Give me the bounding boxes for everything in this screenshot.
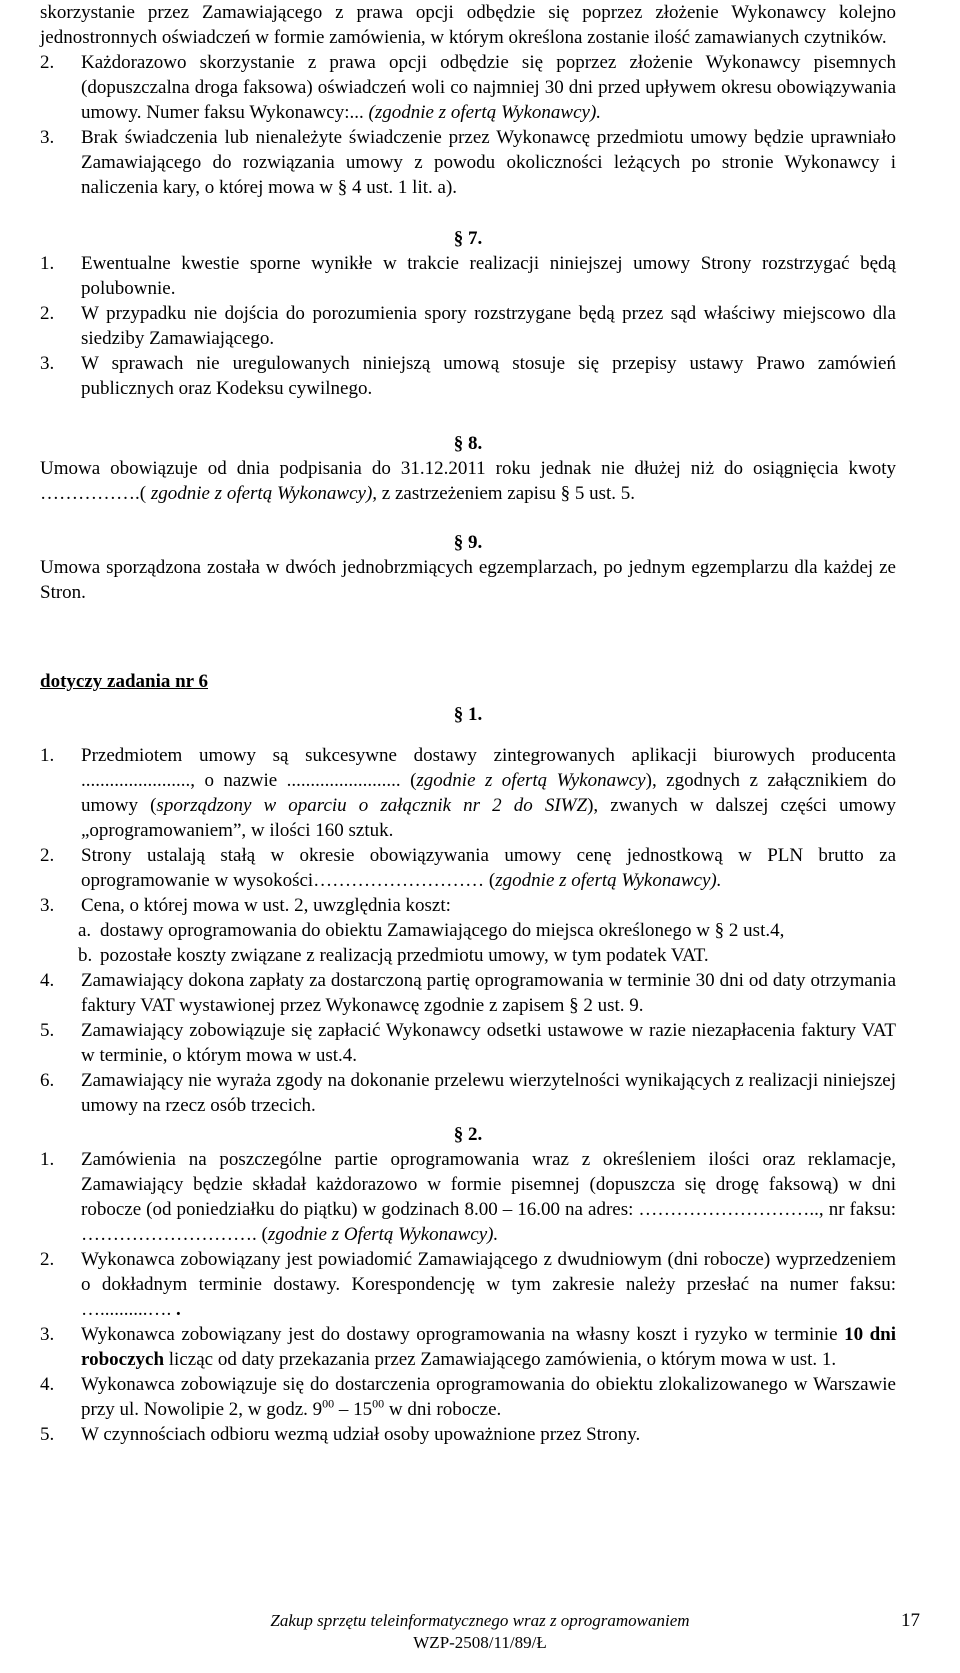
sub-item [40, 918, 896, 943]
section-heading: § 8. [453, 433, 483, 454]
section-heading: § 7. [453, 228, 483, 249]
item-text: Każdorazowo skorzystanie z prawa opcji odbędzie się poprzez złożenie Wykonawcy pisemnych (dopuszczalna droga faksowa) oświadczeń woli co najmniej 30 dni przed upływem okresu obowiązywania umowy. Numer faksu Wykonawcy:... [81, 52, 896, 123]
page-number: 17 [901, 1610, 920, 1631]
sub-item-letter: a. [78, 920, 92, 941]
page-footer [0, 1610, 960, 1654]
item-number: 2. [40, 52, 55, 73]
list-item: 5. Zamawiający zobowiązuje się zapłacić Wykonawcy odsetki ustawowe w razie niezapłacenia faktury VAT w terminie, o którym mowa w ust.4. [40, 1020, 896, 1066]
footer-title: Zakup sprzętu teleinformatycznego wraz z oprogramowaniem [270, 1611, 690, 1630]
item-number: 3. [40, 353, 55, 374]
item-text: Brak świadczenia lub nienależyte świadczenie przez Wykonawcę przedmiotu umowy będzie uprawniało Zamawiającego do rozwiązania umowy z powodu okoliczności leżących po stronie Wykonawcy i naliczenia kary, o której mowa w § 4 ust. 1 lit. a). [81, 127, 896, 198]
item-text: Ewentualne kwestie sporne wynikłe w trakcie realizacji niniejszej umowy Strony rozstrzygać będą polubownie. [81, 253, 896, 299]
list-item [40, 125, 896, 200]
item-number: 4. [40, 1374, 55, 1395]
list-item: 1. Przedmiotem umowy są sukcesywne dostawy zintegrowanych aplikacji biurowych producenta ......................., o nazwie ........................ (zgodnie z ofertą Wykonawcy), zgodnych z załącznikiem do umowy (sporządzony w oparciu o załącznik nr 2 do SIWZ), zwanych w dalszej części umowy „oprogramowaniem”, w ilości 160 sztuk. [40, 745, 896, 841]
list-item [40, 351, 896, 401]
item-number: 1. [40, 1149, 55, 1170]
list-item: 2. Strony ustalają stałą w okresie obowiązywania umowy cenę jednostkową w PLN brutto za oprogramowanie w wysokości……………………… (zgodnie z ofertą Wykonawcy). [40, 845, 896, 891]
item-number: 1. [40, 253, 55, 274]
sub-item [40, 943, 896, 968]
section-paragraph: Umowa sporządzona została w dwóch jednobrzmiących egzemplarzach, po jednym egzemplarzu dla każdej ze Stron. [40, 557, 896, 603]
item-number: 3. [40, 127, 55, 148]
footer-reference: WZP-2508/11/89/Ł [413, 1633, 547, 1652]
item-number: 4. [40, 970, 55, 991]
item-number: 5. [40, 1020, 55, 1041]
list-item: 4. Zamawiający dokona zapłaty za dostarczoną partię oprogramowania w terminie 30 dni od daty otrzymania faktury VAT wystawionej przez Wykonawcę zgodnie z zapisem § 2 ust. 9. [40, 970, 896, 1016]
document-page [40, 0, 896, 1447]
sub-item-text: dostawy oprogramowania do obiektu Zamawiającego do miejsca określonego w § 2 ust.4, [100, 920, 785, 941]
list-item: 5. W czynnościach odbioru wezmą udział osoby upoważnione przez Strony. [40, 1424, 641, 1445]
item-italic: (zgodnie z ofertą Wykonawcy). [368, 102, 602, 123]
list-item [40, 50, 896, 125]
section-heading: § 1. [453, 704, 483, 725]
section-paragraph: Umowa obowiązuje od dnia podpisania do 31.12.2011 roku jednak nie dłużej niż do osiągnięcia kwoty …………….( zgodnie z ofertą Wykonawcy), z zastrzeżeniem zapisu § 5 ust. 5. [40, 458, 896, 504]
list-item: 4. Wykonawca zobowiązuje się do dostarczenia oprogramowania do obiektu zlokalizowanego w Warszawie przy ul. Nowolipie 2, w godz. $9^{00} - 15^{00}$ w dni robocze. [40, 1374, 896, 1420]
item-number: 2. [40, 845, 55, 866]
item-number: 2. [40, 1249, 55, 1270]
list-item [40, 301, 896, 351]
sub-item-letter: b. [78, 945, 93, 966]
section-heading: § 2. [453, 1124, 483, 1145]
list-item: 6. Zamawiający nie wyraża zgody na dokonanie przelewu wierzytelności wynikających z realizacji niniejszej umowy na rzecz osób trzecich. [40, 1070, 896, 1116]
item-number: 2. [40, 303, 55, 324]
list-item: 3. Cena, o której mowa w ust. 2, uwzględnia koszt: [40, 895, 451, 916]
list-item: 3. Wykonawca zobowiązany jest do dostawy oprogramowania na własny koszt i ryzyko w terminie 10 dni roboczych licząc od daty przekazania przez Zamawiającego zamówienia, o którym mowa w ust. 1. [40, 1324, 896, 1370]
lead-paragraph: skorzystanie przez Zamawiającego z prawa opcji odbędzie się poprzez złożenie Wykonawcy kolejno jednostronnych oświadczeń w formie zamówienia, w którym określona zostanie ilość zamawianych czytników. [40, 2, 896, 48]
item-number: 3. [40, 1324, 55, 1345]
item-number: 5. [40, 1424, 55, 1445]
sub-item-text: pozostałe koszty związane z realizacją przedmiotu umowy, w tym podatek VAT. [100, 945, 709, 966]
item-number: 6. [40, 1070, 55, 1091]
item-number: 3. [40, 895, 55, 916]
list-item [40, 251, 896, 301]
list-item: 2. Wykonawca zobowiązany jest powiadomić Zamawiającego z dwudniowym (dni robocze) wyprzedzeniem o dokładnym terminie dostawy. Korespondencję w tym zakresie należy przesłać na numer faksu: …..........…. . [40, 1249, 896, 1320]
section-heading: § 9. [453, 532, 483, 553]
item-number: 1. [40, 745, 55, 766]
item-text: W przypadku nie dojścia do porozumienia spory rozstrzygane będą przez sąd właściwy miejscowo dla siedziby Zamawiającego. [81, 303, 896, 349]
list-item: 1. Zamówienia na poszczególne partie oprogramowania wraz z określeniem ilości oraz reklamacje, Zamawiający będzie składał każdorazowo w formie pisemnej (dopuszcza się drogę faksową) w dni robocze (od poniedziałku do piątku) w godzinach 8.00 – 16.00 na adres: ……………………….., nr faksu: ………………………. (zgodnie z Ofertą Wykonawcy). [40, 1149, 896, 1245]
item-text: W sprawach nie uregulowanych niniejszą umową stosuje się przepisy ustawy Prawo zamówień publicznych oraz Kodeksu cywilnego. [81, 353, 896, 399]
task-label: dotyczy zadania nr 6 [40, 671, 209, 692]
